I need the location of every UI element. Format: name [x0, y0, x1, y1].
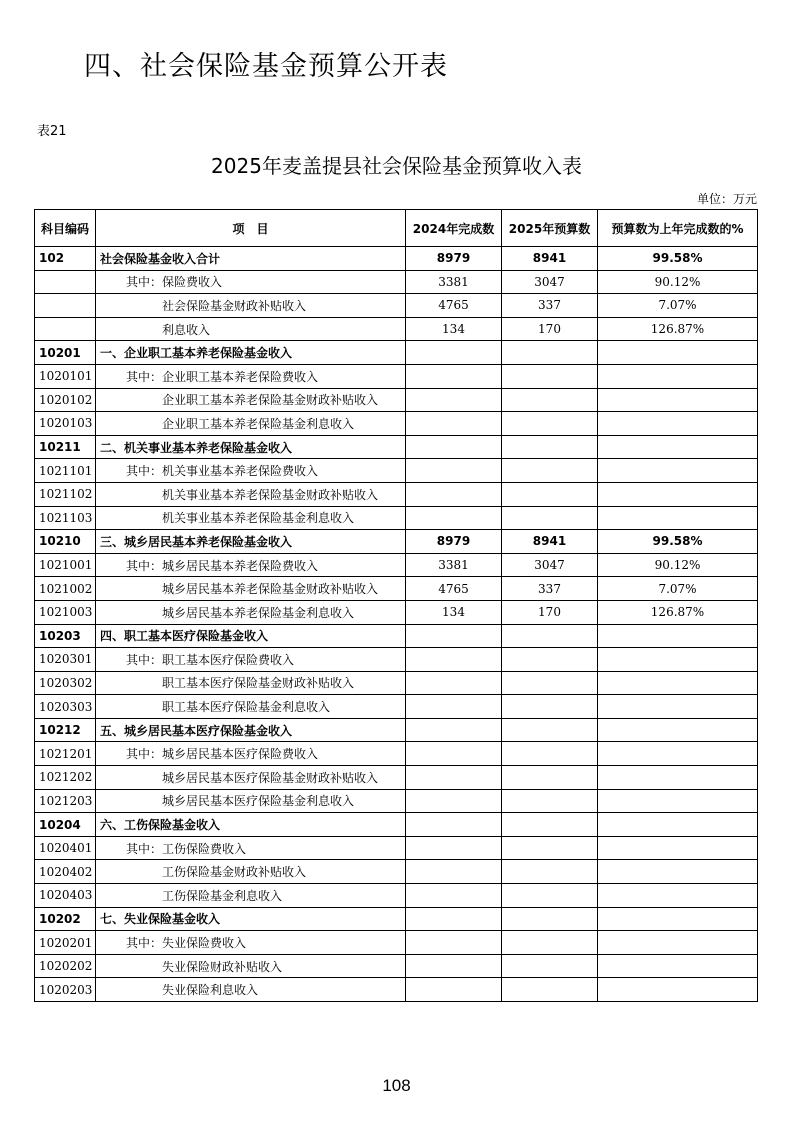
row-code — [35, 317, 96, 341]
row-code: 1021203 — [35, 789, 96, 813]
row-item: 七、失业保险基金收入 — [96, 907, 406, 931]
page-number: 108 — [382, 1076, 411, 1095]
row-budget: 337 — [502, 577, 598, 601]
table-row — [35, 907, 758, 931]
row-code: 1020101 — [35, 364, 96, 388]
row-budget: 3047 — [502, 270, 598, 294]
row-item: 三、城乡居民基本养老保险基金收入 — [96, 530, 406, 554]
row-budget: 170 — [502, 600, 598, 624]
table-row — [35, 836, 758, 860]
row-code: 1020402 — [35, 860, 96, 884]
row-budget — [502, 412, 598, 436]
row-ratio — [598, 624, 758, 648]
row-budget — [502, 860, 598, 884]
row-prev-year: 134 — [406, 317, 502, 341]
row-item: 其中：失业保险费收入 — [96, 931, 406, 955]
row-code: 10202 — [35, 907, 96, 931]
row-ratio — [598, 671, 758, 695]
table-row — [35, 624, 758, 648]
row-item: 失业保险财政补贴收入 — [96, 954, 406, 978]
row-prev-year: 4765 — [406, 294, 502, 318]
row-item: 其中：保险费收入 — [96, 270, 406, 294]
row-code: 10210 — [35, 530, 96, 554]
row-prev-year — [406, 648, 502, 672]
row-ratio — [598, 860, 758, 884]
row-code: 1020201 — [35, 931, 96, 955]
row-ratio — [598, 954, 758, 978]
table-row — [35, 412, 758, 436]
row-prev-year — [406, 884, 502, 908]
row-item: 城乡居民基本医疗保险基金财政补贴收入 — [96, 766, 406, 790]
header-ratio: 预算数为上年完成数的% — [598, 210, 758, 247]
table-title: 2025年麦盖提县社会保险基金预算收入表 — [211, 154, 582, 178]
row-prev-year — [406, 954, 502, 978]
row-ratio: 99.58% — [598, 247, 758, 271]
row-item: 企业职工基本养老保险基金利息收入 — [96, 412, 406, 436]
row-code: 10212 — [35, 718, 96, 742]
row-item: 机关事业基本养老保险基金利息收入 — [96, 506, 406, 530]
row-item: 其中：职工基本医疗保险费收入 — [96, 648, 406, 672]
table-row — [35, 695, 758, 719]
row-item: 其中：城乡居民基本养老保险费收入 — [96, 553, 406, 577]
row-item: 职工基本医疗保险基金利息收入 — [96, 695, 406, 719]
row-item: 二、机关事业基本养老保险基金收入 — [96, 435, 406, 459]
row-prev-year — [406, 459, 502, 483]
row-code: 1021002 — [35, 577, 96, 601]
table-row — [35, 388, 758, 412]
row-ratio: 7.07% — [598, 294, 758, 318]
row-ratio — [598, 931, 758, 955]
row-ratio — [598, 648, 758, 672]
row-ratio: 90.12% — [598, 270, 758, 294]
row-ratio: 126.87% — [598, 317, 758, 341]
table-row — [35, 742, 758, 766]
table-row — [35, 317, 758, 341]
row-item: 失业保险利息收入 — [96, 978, 406, 1002]
table-row — [35, 954, 758, 978]
row-budget — [502, 789, 598, 813]
row-item: 企业职工基本养老保险基金财政补贴收入 — [96, 388, 406, 412]
row-budget — [502, 978, 598, 1002]
row-budget — [502, 884, 598, 908]
row-item: 城乡居民基本医疗保险基金利息收入 — [96, 789, 406, 813]
row-budget — [502, 388, 598, 412]
row-item: 六、工伤保险基金收入 — [96, 813, 406, 837]
table-row — [35, 506, 758, 530]
row-item: 城乡居民基本养老保险基金财政补贴收入 — [96, 577, 406, 601]
table-row — [35, 577, 758, 601]
row-ratio — [598, 435, 758, 459]
row-code: 1020202 — [35, 954, 96, 978]
row-budget — [502, 954, 598, 978]
row-prev-year — [406, 907, 502, 931]
row-budget — [502, 813, 598, 837]
row-item: 城乡居民基本养老保险基金利息收入 — [96, 600, 406, 624]
row-code: 1021202 — [35, 766, 96, 790]
row-item: 其中：机关事业基本养老保险费收入 — [96, 459, 406, 483]
row-prev-year — [406, 742, 502, 766]
row-ratio — [598, 766, 758, 790]
table-row — [35, 718, 758, 742]
row-budget: 8941 — [502, 247, 598, 271]
table-row — [35, 671, 758, 695]
table-row — [35, 294, 758, 318]
row-ratio: 126.87% — [598, 600, 758, 624]
row-ratio: 7.07% — [598, 577, 758, 601]
row-ratio — [598, 907, 758, 931]
row-prev-year — [406, 860, 502, 884]
row-budget — [502, 341, 598, 365]
row-budget: 3047 — [502, 553, 598, 577]
row-budget — [502, 671, 598, 695]
unit-label: 单位：万元 — [696, 192, 757, 206]
row-prev-year — [406, 931, 502, 955]
row-ratio — [598, 836, 758, 860]
header-code: 科目编码 — [35, 210, 96, 247]
row-prev-year — [406, 695, 502, 719]
row-budget — [502, 648, 598, 672]
table-row — [35, 435, 758, 459]
row-ratio — [598, 341, 758, 365]
row-ratio — [598, 506, 758, 530]
row-code: 1021003 — [35, 600, 96, 624]
row-item: 一、企业职工基本养老保险基金收入 — [96, 341, 406, 365]
table-row — [35, 364, 758, 388]
row-item: 社会保险基金收入合计 — [96, 247, 406, 271]
row-item: 其中：企业职工基本养老保险费收入 — [96, 364, 406, 388]
row-item: 社会保险基金财政补贴收入 — [96, 294, 406, 318]
row-prev-year — [406, 341, 502, 365]
row-ratio — [598, 695, 758, 719]
row-ratio — [598, 364, 758, 388]
row-budget — [502, 742, 598, 766]
table-row — [35, 270, 758, 294]
row-prev-year: 8979 — [406, 530, 502, 554]
table-row — [35, 789, 758, 813]
row-ratio — [598, 978, 758, 1002]
row-code: 1020303 — [35, 695, 96, 719]
row-prev-year: 8979 — [406, 247, 502, 271]
row-item: 工伤保险基金利息收入 — [96, 884, 406, 908]
row-ratio — [598, 388, 758, 412]
row-prev-year — [406, 836, 502, 860]
row-prev-year — [406, 388, 502, 412]
row-prev-year — [406, 978, 502, 1002]
row-code: 1020302 — [35, 671, 96, 695]
row-code: 1021102 — [35, 482, 96, 506]
row-prev-year — [406, 506, 502, 530]
row-ratio — [598, 412, 758, 436]
header-item: 项 目 — [96, 210, 406, 247]
row-code: 1021001 — [35, 553, 96, 577]
table-body — [35, 247, 758, 1002]
row-budget: 8941 — [502, 530, 598, 554]
row-code: 1021101 — [35, 459, 96, 483]
row-item: 工伤保险基金财政补贴收入 — [96, 860, 406, 884]
table-row — [35, 648, 758, 672]
row-item: 其中：工伤保险费收入 — [96, 836, 406, 860]
row-code: 1020403 — [35, 884, 96, 908]
row-code: 102 — [35, 247, 96, 271]
table-row — [35, 860, 758, 884]
row-budget — [502, 482, 598, 506]
row-code: 1021103 — [35, 506, 96, 530]
row-code: 10211 — [35, 435, 96, 459]
header-prev-year: 2024年完成数 — [406, 210, 502, 247]
row-prev-year — [406, 671, 502, 695]
row-item: 四、职工基本医疗保险基金收入 — [96, 624, 406, 648]
budget-table — [34, 209, 758, 1002]
table-row — [35, 482, 758, 506]
row-ratio — [598, 482, 758, 506]
row-budget — [502, 931, 598, 955]
row-budget — [502, 766, 598, 790]
row-ratio — [598, 813, 758, 837]
header-budget: 2025年预算数 — [502, 210, 598, 247]
table-row — [35, 978, 758, 1002]
row-item: 职工基本医疗保险基金财政补贴收入 — [96, 671, 406, 695]
row-item: 利息收入 — [96, 317, 406, 341]
table-row — [35, 341, 758, 365]
row-prev-year — [406, 624, 502, 648]
row-prev-year: 4765 — [406, 577, 502, 601]
row-ratio — [598, 718, 758, 742]
row-prev-year — [406, 813, 502, 837]
row-budget: 170 — [502, 317, 598, 341]
row-item: 五、城乡居民基本医疗保险基金收入 — [96, 718, 406, 742]
table-row — [35, 813, 758, 837]
row-ratio — [598, 459, 758, 483]
row-prev-year — [406, 412, 502, 436]
row-code — [35, 270, 96, 294]
row-prev-year: 3381 — [406, 270, 502, 294]
row-prev-year — [406, 482, 502, 506]
row-prev-year: 3381 — [406, 553, 502, 577]
row-item: 其中：城乡居民基本医疗保险费收入 — [96, 742, 406, 766]
row-prev-year — [406, 789, 502, 813]
row-code — [35, 294, 96, 318]
row-ratio: 90.12% — [598, 553, 758, 577]
table-row — [35, 459, 758, 483]
row-prev-year — [406, 435, 502, 459]
row-ratio: 99.58% — [598, 530, 758, 554]
row-budget — [502, 364, 598, 388]
table-row — [35, 600, 758, 624]
row-budget — [502, 836, 598, 860]
row-budget — [502, 435, 598, 459]
row-budget — [502, 907, 598, 931]
row-budget — [502, 718, 598, 742]
row-code: 1020103 — [35, 412, 96, 436]
table-row — [35, 247, 758, 271]
row-code: 1021201 — [35, 742, 96, 766]
table-row — [35, 931, 758, 955]
row-ratio — [598, 884, 758, 908]
row-budget — [502, 695, 598, 719]
row-item: 机关事业基本养老保险基金财政补贴收入 — [96, 482, 406, 506]
table-row — [35, 530, 758, 554]
row-code: 10201 — [35, 341, 96, 365]
row-budget — [502, 506, 598, 530]
row-code: 1020102 — [35, 388, 96, 412]
row-prev-year — [406, 718, 502, 742]
table-header-row — [35, 210, 758, 247]
row-budget: 337 — [502, 294, 598, 318]
row-code: 10204 — [35, 813, 96, 837]
row-code: 10203 — [35, 624, 96, 648]
table-number: 表21 — [37, 124, 67, 139]
section-title: 四、社会保险基金预算公开表 — [84, 51, 448, 82]
table-row — [35, 766, 758, 790]
row-prev-year — [406, 766, 502, 790]
row-code: 1020203 — [35, 978, 96, 1002]
table-row — [35, 884, 758, 908]
row-ratio — [598, 742, 758, 766]
table-row — [35, 553, 758, 577]
row-ratio — [598, 789, 758, 813]
row-prev-year — [406, 364, 502, 388]
row-budget — [502, 624, 598, 648]
row-prev-year: 134 — [406, 600, 502, 624]
row-budget — [502, 459, 598, 483]
row-code: 1020401 — [35, 836, 96, 860]
row-code: 1020301 — [35, 648, 96, 672]
